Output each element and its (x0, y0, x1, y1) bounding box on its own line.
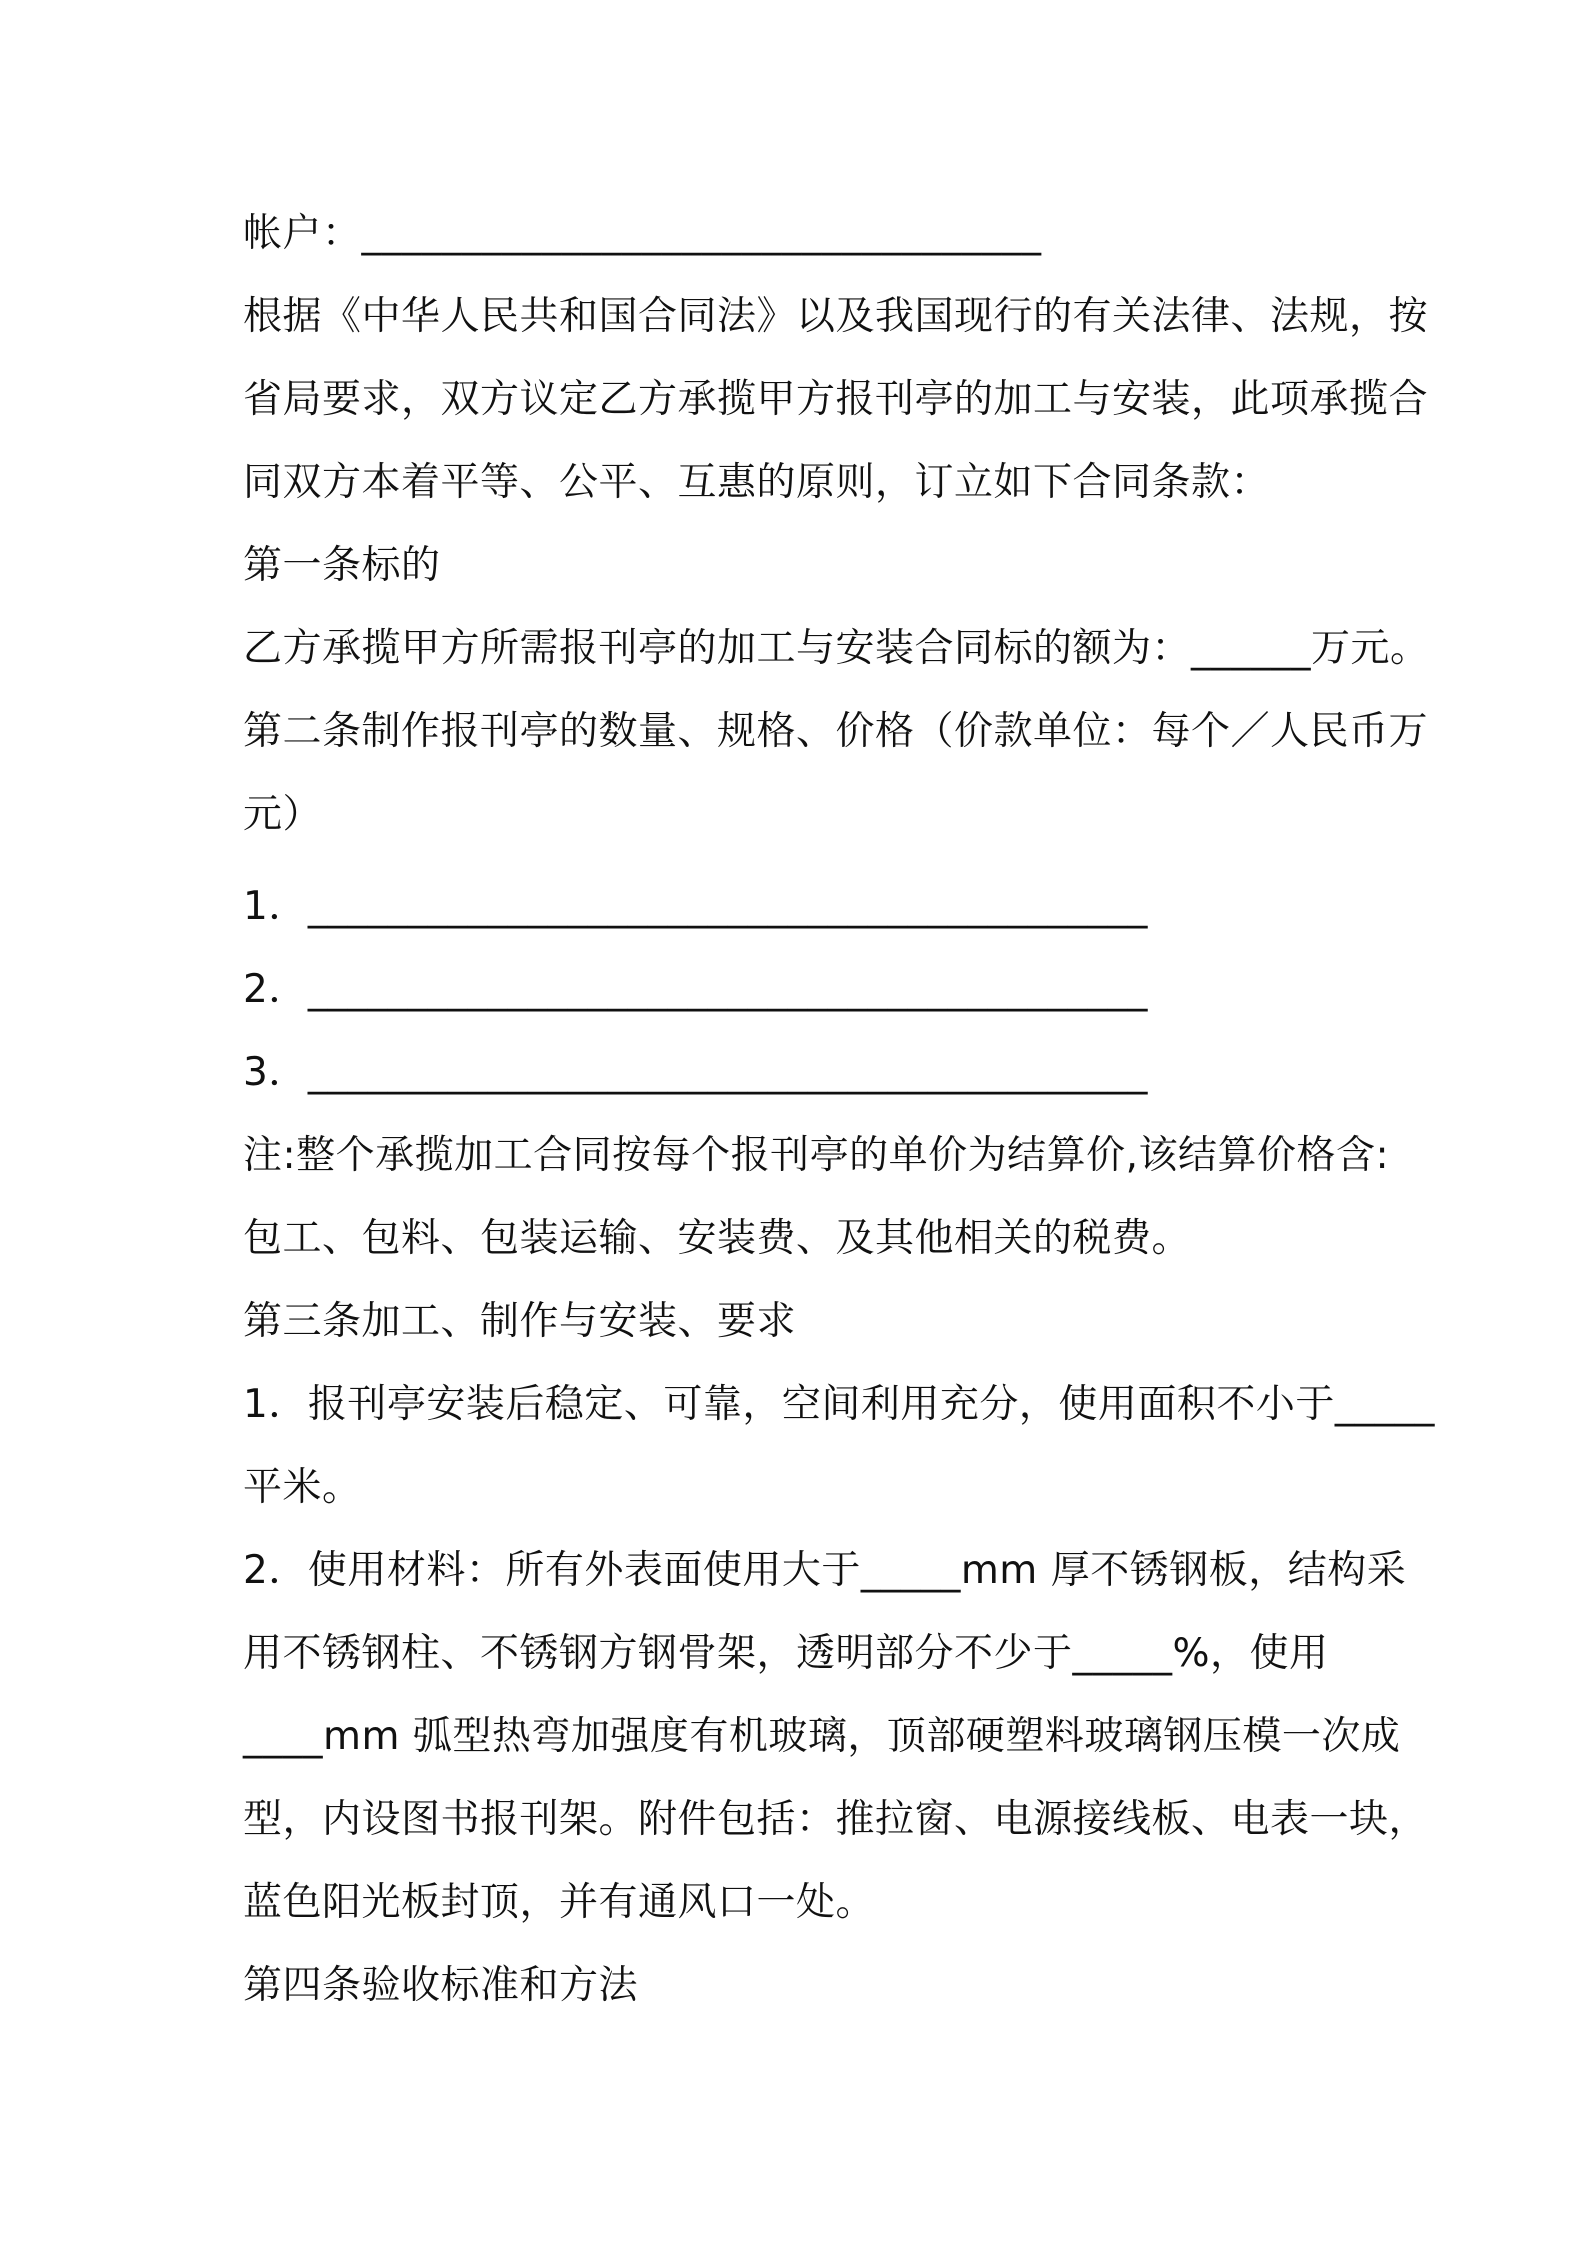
article-3-item-1-line-1: 1．报刊亭安装后稳定、可靠，空间利用充分，使用面积不小于_____ (243, 1382, 1435, 1427)
article-3-item-2-line-2: 用不锈钢柱、不锈钢方钢骨架，透明部分不少于_____%，使用 (243, 1631, 1329, 1676)
item-3-blank: 3．__________________________________________ (243, 1050, 1148, 1095)
article-3-item-2-line-3: ____mm 弧型热弯加强度有机玻璃，顶部硬塑料玻璃钢压模一次成 (243, 1714, 1401, 1759)
intro-line-1: 根据《中华人民共和国合同法》以及我国现行的有关法律、法规，按 (243, 294, 1429, 339)
intro-line-3: 同双方本着平等、公平、互惠的原则，订立如下合同条款： (243, 460, 1271, 505)
article-1-text: 乙方承揽甲方所需报刊亭的加工与安装合同标的额为：______万元。 (243, 626, 1430, 671)
article-3-heading: 第三条加工、制作与安装、要求 (243, 1299, 797, 1344)
article-2-heading-line-1: 第二条制作报刊亭的数量、规格、价格（价款单位：每个／人民币万 (243, 709, 1429, 754)
account-line: 帐户：__________________________________ (243, 211, 1042, 256)
note-line-2: 包工、包料、包装运输、安装费、及其他相关的税费。 (243, 1216, 1192, 1261)
article-4-heading: 第四条验收标准和方法 (243, 1963, 639, 2008)
article-3-item-2-line-1: 2．使用材料：所有外表面使用大于_____mm 厚不锈钢板，结构采 (243, 1548, 1407, 1593)
item-2-blank: 2．__________________________________________ (243, 967, 1148, 1012)
article-2-heading-line-2: 元） (243, 792, 323, 837)
note-line-1: 注:整个承揽加工合同按每个报刊亭的单价为结算价,该结算价格含: (243, 1133, 1390, 1178)
article-3-item-2-line-5: 蓝色阳光板封顶，并有通风口一处。 (243, 1880, 876, 1925)
article-3-item-2-line-4: 型，内设图书报刊架。附件包括：推拉窗、电源接线板、电表一块， (243, 1797, 1429, 1842)
intro-line-2: 省局要求，双方议定乙方承揽甲方报刊亭的加工与安装，此项承揽合 (243, 377, 1429, 422)
article-1-heading: 第一条标的 (243, 543, 441, 588)
item-1-blank: 1．__________________________________________ (243, 884, 1148, 929)
article-3-item-1-line-2: 平米。 (243, 1465, 362, 1510)
